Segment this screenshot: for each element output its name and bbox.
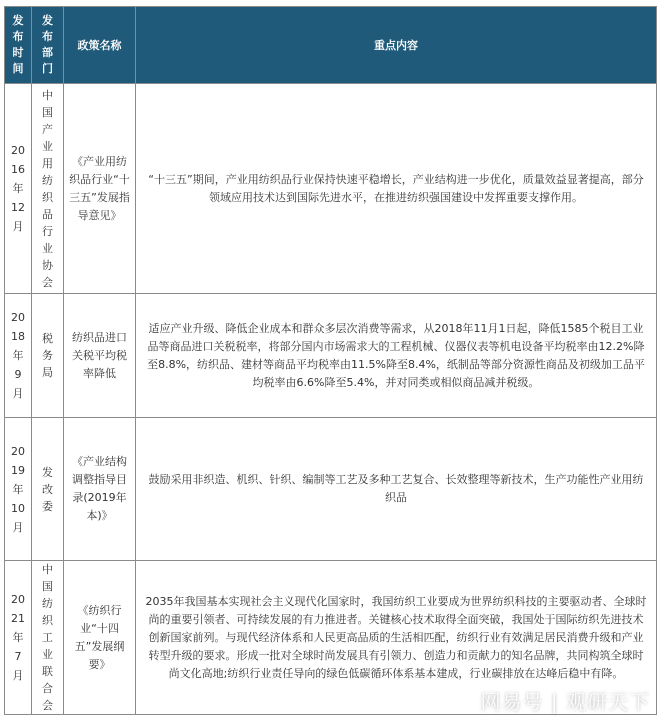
cell-department: 中国纺织工业联合会 xyxy=(32,561,64,715)
cell-key-content: “十三五”期间，产业用纺织品行业保持快速平稳增长，产业结构进一步优化，质量效益显著提高，部分领域应用技术达到国际先进水平，在推进纺织强国建设中发挥重要支撑作用。 xyxy=(136,84,657,294)
cell-date: 2016年12月 xyxy=(5,84,32,294)
cell-key-content: 2035年我国基本实现社会主义现代化国家时，我国纺织工业要成为世界纺织科技的主要驱动者、全球时尚的重要引领者、可持续发展的有力推进者。关键核心技术取得全面突破，我国处于国际纺织先进技术创新国家前列。与现代经济体系和人民更高品质的生活相匹配，纺织行业有效满足居民消费升级和产业转型升级的要求。形成一批对全球时尚发展具有引领力、创造力和贡献力的知名品牌，共同构筑全球时尚文化高地;纺织行业责任导向的绿色低碳循环体系基本建成，行业碳排放在达峰后稳中有降。 xyxy=(136,561,657,715)
header-policy-name: 政策名称 xyxy=(64,7,136,84)
table-row xyxy=(5,418,657,561)
cell-department: 中国产业用纺织品行业协会 xyxy=(32,84,64,294)
cell-policy-name: 纺织品进口关税平均税率降低 xyxy=(64,294,136,418)
cell-key-content: 适应产业升级、降低企业成本和群众多层次消费等需求，从2018年11月1日起，降低1585个税目工业品等商品进口关税税率，将部分国内市场需求大的工程机械、仪器仪表等机电设备平均税率由12.2%降至8.8%，纺织品、建材等商品平均税率由11.5%降至8.4%，纸制品等部分资源性商品及初级加工品平均税率由6.6%降至5.4%，并对同类或相似商品减并税级。 xyxy=(136,294,657,418)
cell-key-content: 鼓励采用非织造、机织、针织、编制等工艺及多种工艺复合、长效整理等新技术，生产功能性产业用纺织品 xyxy=(136,418,657,561)
cell-date: 2021年7月 xyxy=(5,561,32,715)
cell-policy-name: 《产业用纺织品行业“十三五”发展指导意见》 xyxy=(64,84,136,294)
table-row xyxy=(5,294,657,418)
table-row xyxy=(5,84,657,294)
cell-department: 税务局 xyxy=(32,294,64,418)
table-header-row xyxy=(5,7,657,84)
header-date: 发布时间 xyxy=(5,7,32,84)
cell-department: 发改委 xyxy=(32,418,64,561)
cell-date: 2018年9月 xyxy=(5,294,32,418)
cell-policy-name: 《产业结构调整指导目录(2019年本)》 xyxy=(64,418,136,561)
policy-table xyxy=(4,6,657,715)
cell-date: 2019年10月 xyxy=(5,418,32,561)
header-key-content: 重点内容 xyxy=(136,7,657,84)
cell-policy-name: 《纺织行业“十四五”发展纲要》 xyxy=(64,561,136,715)
header-department: 发布部门 xyxy=(32,7,64,84)
watermark: 网易号 | 观研天下 xyxy=(480,690,650,714)
